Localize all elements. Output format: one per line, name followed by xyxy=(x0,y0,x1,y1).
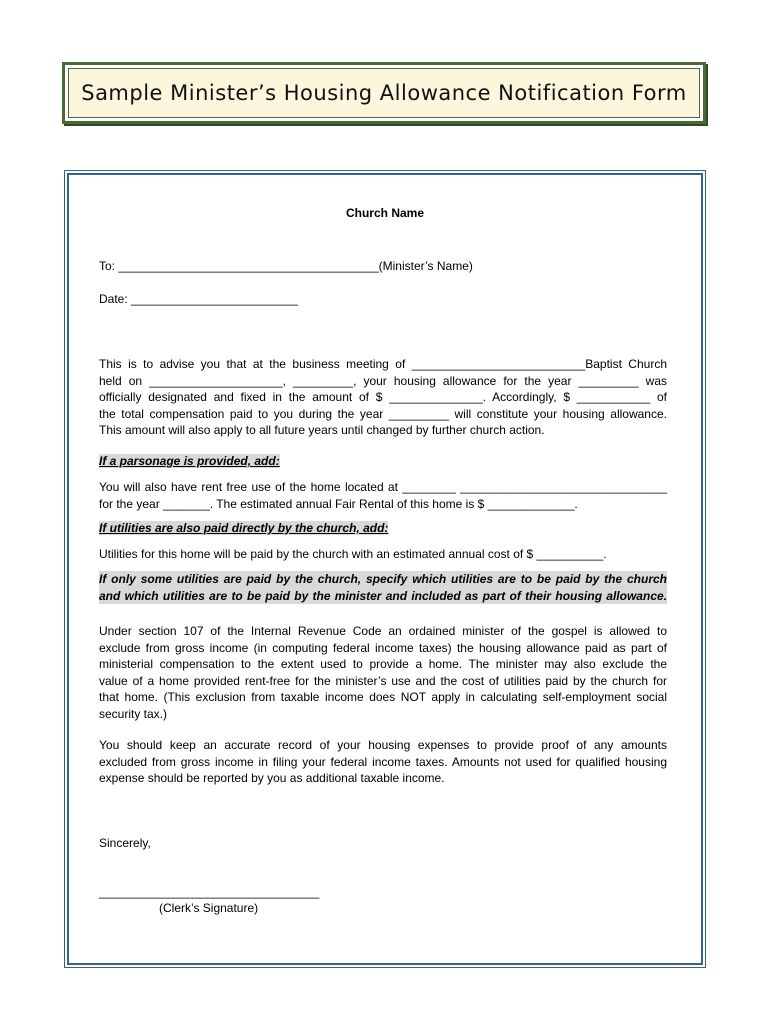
paragraph-line: officially designated and fixed in the amount of $ ______________. Accordingly, $ ___________ of xyxy=(99,390,667,404)
church-name: Church Name xyxy=(345,206,425,220)
title-banner xyxy=(62,62,706,124)
note-line: and which utilities are to be paid by the minister and included as part of their housing allowance. xyxy=(99,588,667,603)
paragraph-line: excluded from gross income in filing your federal income taxes. Amounts not used for qualified housing xyxy=(99,754,667,769)
signature-line: _________________________________ xyxy=(99,885,320,899)
paragraph-line: exclude from gross income (in computing federal income taxes) the housing allowance paid as part of xyxy=(99,640,667,655)
utilities-heading-text: If utilities are also paid directly by the church, add: xyxy=(99,521,389,535)
paragraph-line: This is to advise you that at the business meeting of __________________________Baptist Church xyxy=(99,357,667,371)
form-title: Sample Minister’s Housing Allowance Notification Form xyxy=(81,81,687,105)
paragraph-line: for the year _______. The estimated annual Fair Rental of this home is $ _____________. xyxy=(99,496,578,511)
paragraph-line: You will also have rent free use of the home located at ________ _______________________________ xyxy=(99,480,667,494)
section-107-paragraph xyxy=(99,623,667,722)
paragraph-line: value of a home provided rent-free for the minister’s use and the cost of utilities paid by the church for xyxy=(99,673,667,688)
paragraph-line: held on ____________________, _________, your housing allowance for the year _________ was xyxy=(99,373,667,388)
parsonage-heading xyxy=(99,453,280,470)
title-banner-inner xyxy=(68,68,700,118)
paragraph-line: Under section 107 of the Internal Revenue Code an ordained minister of the gospel is allowed to xyxy=(99,624,667,638)
to-line: To: _______________________________________(Minister’s Name) xyxy=(99,259,473,273)
signature-label: (Clerk’s Signature) xyxy=(159,901,259,915)
paragraph-line: This amount will also apply to all future years until changed by further church action. xyxy=(99,423,545,437)
paragraph-line: You should keep an accurate record of your housing expenses to provide proof of any amounts xyxy=(99,738,667,752)
paragraph-line: the total compensation paid to you during the year _________ will constitute your housing allowance. xyxy=(99,406,667,421)
note-line: If only some utilities are paid by the church, specify which utilities are to be paid by the church xyxy=(99,572,667,586)
paragraph-line: ministerial compensation to the extent used to provide a home. The minister may also exclude the xyxy=(99,657,667,671)
utilities-heading xyxy=(99,520,388,537)
advise-paragraph xyxy=(99,356,667,439)
paragraph-line: that home. (This exclusion from taxable income does NOT apply in calculating self-employment social xyxy=(99,690,667,704)
letter-frame xyxy=(64,170,706,968)
parsonage-heading-text: If a parsonage is provided, add: xyxy=(99,454,280,468)
utilities-line: Utilities for this home will be paid by the church with an estimated annual cost of $ __________. xyxy=(99,547,607,561)
records-paragraph xyxy=(99,737,667,787)
paragraph-line: security tax.) xyxy=(99,706,168,721)
parsonage-paragraph xyxy=(99,479,667,512)
date-line: Date: _________________________ xyxy=(99,292,298,306)
paragraph-line: expense should be reported by you as additional taxable income. xyxy=(99,771,445,785)
some-utilities-note xyxy=(99,571,667,604)
sincerely: Sincerely, xyxy=(99,836,151,850)
